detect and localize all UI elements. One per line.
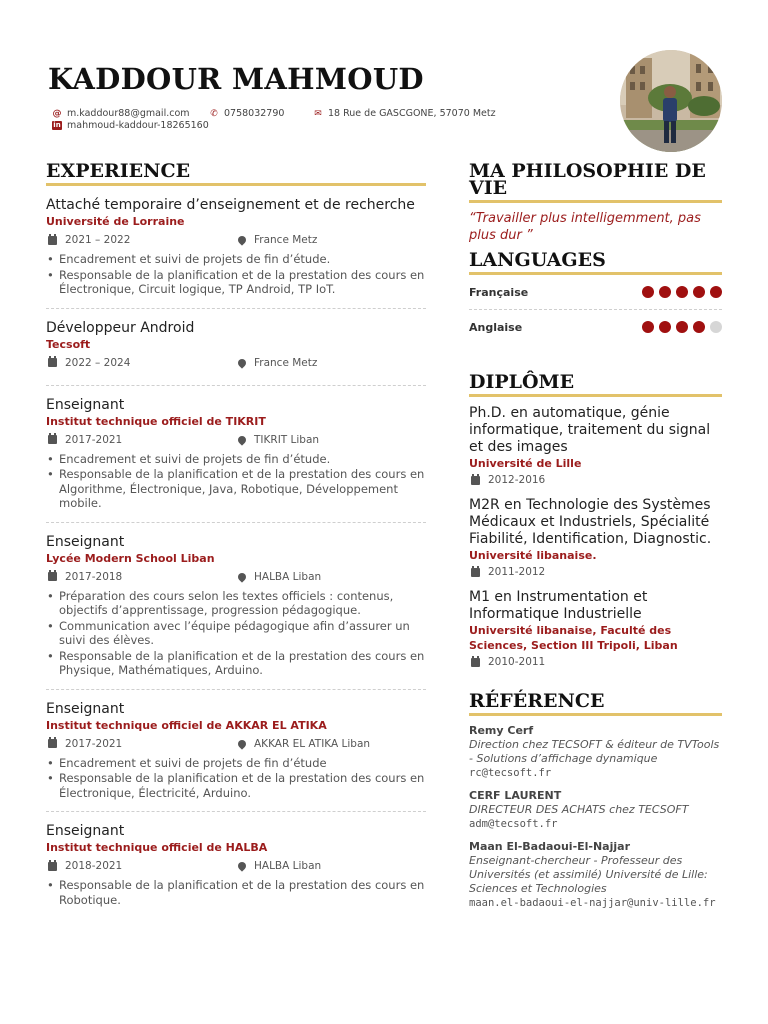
job-meta — [46, 431, 426, 449]
job-date-text: 2017-2021 — [65, 433, 123, 446]
email-text[interactable]: m.kaddour88@gmail.com — [67, 108, 190, 119]
reference-name: CERF LAURENT — [469, 789, 562, 802]
reference-role: Direction chez TECSOFT & éditeur de TVTools - Solutions d’affichage dynamique — [469, 738, 720, 765]
at-icon: @ — [52, 108, 62, 119]
contact-linkedin[interactable] — [52, 120, 209, 131]
calendar-icon — [471, 476, 480, 485]
job-organization: Tecsoft — [46, 337, 91, 351]
job-location-text: HALBA Liban — [254, 570, 322, 583]
contact-email[interactable] — [52, 108, 190, 119]
diploma-title-text: M2R en Technologie des Systèmes Médicaux et Industriels, Spécialité Fiabilité, Identification, Diagnostic. — [469, 497, 712, 547]
diploma-entry — [469, 405, 722, 489]
job-date — [46, 354, 236, 372]
diploma-list — [469, 405, 722, 671]
calendar-icon — [48, 862, 57, 871]
job-organization: Institut technique officiel de TIKRIT — [46, 414, 266, 428]
diploma-date-text: 2011-2012 — [488, 566, 546, 578]
reference-name: Remy Cerf — [469, 724, 534, 737]
philosophy-title: MA PHILOSOPHIE DE VIE — [469, 163, 722, 203]
location-pin-icon — [236, 571, 247, 582]
job-date — [46, 231, 236, 249]
diploma-date — [469, 471, 722, 489]
diploma-title: DIPLÔME — [469, 374, 722, 397]
job-date — [46, 431, 236, 449]
diploma-title-text: M1 en Instrumentation et Informatique Industrielle — [469, 589, 648, 622]
job-title: Enseignant — [46, 533, 125, 550]
job-date-text: 2017-2021 — [65, 737, 123, 750]
job-entry — [46, 309, 426, 386]
diploma-organization: Université de Lille — [469, 457, 582, 470]
level-dot — [693, 286, 705, 298]
job-title: Développeur Android — [46, 319, 195, 336]
diploma-date — [469, 563, 722, 581]
envelope-icon: ✉ — [314, 108, 322, 119]
job-organization: Université de Lorraine — [46, 215, 185, 228]
diploma-date-text: 2010-2011 — [488, 656, 546, 668]
job-bullets — [46, 756, 426, 801]
job-bullet: • Encadrement et suivi de projets de fin d’étude. — [59, 452, 426, 467]
job-organization: Institut technique officiel de HALBA — [46, 841, 268, 854]
job-bullets — [46, 878, 426, 907]
job-bullet: • Responsable de la planification et de la prestation des cours en Électronique, Électricité, Arduino. — [59, 771, 426, 800]
job-title: Enseignant — [46, 396, 125, 413]
level-dot — [642, 321, 654, 333]
job-bullet: • Responsable de la planification et de la prestation des cours en Algorithme, Électronique, Java, Robotique, Développement mobile. — [59, 467, 426, 511]
calendar-icon — [48, 435, 57, 444]
calendar-icon — [48, 358, 57, 367]
diploma-title-text: Ph.D. en automatique, génie informatique, traitement du signal et des images — [469, 405, 711, 455]
language-level-dots — [642, 321, 722, 333]
reference-role: DIRECTEUR DES ACHATS chez TECSOFT — [469, 803, 689, 816]
contact-phone[interactable] — [209, 108, 284, 119]
calendar-icon — [471, 568, 480, 577]
diploma-date — [469, 653, 722, 671]
job-meta — [46, 354, 426, 372]
level-dot — [676, 286, 688, 298]
level-dot — [710, 286, 722, 298]
job-date-text: 2017-2018 — [65, 570, 123, 583]
reference-email[interactable]: rc@tecsoft.fr — [469, 767, 552, 779]
linkedin-text[interactable]: mahmoud-kaddour-18265160 — [67, 120, 209, 131]
philosophy-quote: “Travailler plus intelligemment, pas plus dur ” — [469, 211, 701, 243]
job-date-text: 2022 – 2024 — [65, 356, 131, 369]
reference-entry — [469, 724, 722, 781]
job-meta — [46, 857, 426, 875]
job-location-text: TIKRIT Liban — [254, 433, 320, 446]
job-bullet: • Responsable de la planification et de la prestation des cours en Physique, Mathématiques, Arduino. — [59, 649, 426, 678]
diploma-date-text: 2012-2016 — [488, 474, 546, 486]
languages-title: LANGUAGES — [469, 252, 722, 275]
phone-icon: ✆ — [210, 108, 218, 119]
job-meta — [46, 568, 426, 586]
job-bullet: • Responsable de la planification et de la prestation des cours en Robotique. — [59, 878, 426, 907]
language-name: Anglaise — [469, 320, 523, 334]
level-dot — [659, 286, 671, 298]
location-pin-icon — [236, 738, 247, 749]
location-pin-icon — [236, 234, 247, 245]
profile-photo-image — [620, 50, 722, 152]
job-entry — [46, 812, 426, 918]
linkedin-icon: in — [53, 121, 61, 129]
calendar-icon — [48, 739, 57, 748]
job-location — [236, 735, 370, 753]
reference-title: RÉFÉRENCE — [469, 693, 722, 716]
reference-name: Maan El-Badaoui-El-Najjar — [469, 840, 630, 853]
diploma-entry — [469, 589, 722, 671]
job-location — [236, 857, 321, 875]
address-text: 18 Rue de GASCGONE, 57070 Metz — [328, 108, 496, 119]
contact-address — [313, 108, 496, 119]
experience-list — [46, 186, 426, 918]
job-location — [236, 354, 317, 372]
job-bullet: • Responsable de la planification et de la prestation des cours en Électronique, Circuit logique, TP Android, TP IoT. — [59, 268, 426, 297]
experience-title: EXPERIENCE — [46, 163, 426, 186]
language-row — [469, 275, 722, 310]
location-pin-icon — [236, 860, 247, 871]
calendar-icon — [48, 572, 57, 581]
job-location — [236, 231, 317, 249]
calendar-icon — [471, 658, 480, 667]
candidate-name: KADDOUR MAHMOUD — [48, 62, 424, 96]
job-bullets — [46, 452, 426, 511]
level-dot — [642, 286, 654, 298]
diploma-organization: Université libanaise, Faculté des Sciences, Section III Tripoli, Liban — [469, 624, 678, 652]
level-dot — [710, 321, 722, 333]
job-date — [46, 735, 236, 753]
reference-email[interactable]: maan.el-badaoui-el-najjar@univ-lille.fr — [469, 897, 716, 909]
job-meta — [46, 735, 426, 753]
experience-section — [46, 160, 426, 918]
job-title: Enseignant — [46, 823, 125, 839]
job-date-text: 2021 – 2022 — [65, 234, 131, 246]
reference-list — [469, 724, 722, 911]
reference-email[interactable]: adm@tecsoft.fr — [469, 818, 558, 830]
job-bullets — [46, 589, 426, 678]
languages-list — [469, 275, 722, 344]
job-bullet: • Encadrement et suivi de projets de fin d’étude. — [59, 252, 426, 267]
right-column — [469, 160, 722, 911]
job-entry — [46, 386, 426, 523]
job-organization: Lycée Modern School Liban — [46, 551, 215, 565]
profile-photo — [620, 50, 722, 152]
job-date — [46, 857, 236, 875]
job-date-text: 2018-2021 — [65, 860, 123, 872]
reference-entry — [469, 789, 722, 832]
job-organization: Institut technique officiel de AKKAR EL ATIKA — [46, 718, 327, 732]
job-location-text: AKKAR EL ATIKA Liban — [254, 737, 371, 750]
job-bullets — [46, 252, 426, 297]
job-location-text: France Metz — [254, 234, 318, 246]
job-entry — [46, 186, 426, 309]
location-pin-icon — [236, 357, 247, 368]
job-location-text: HALBA Liban — [254, 860, 322, 872]
location-pin-icon — [236, 434, 247, 445]
job-meta — [46, 231, 426, 249]
phone-text[interactable]: 0758032790 — [224, 108, 285, 119]
job-bullet: • Encadrement et suivi de projets de fin d’étude — [59, 756, 426, 771]
language-level-dots — [642, 286, 722, 298]
level-dot — [693, 321, 705, 333]
job-title: Attaché temporaire d’enseignement et de recherche — [46, 197, 415, 213]
job-location — [236, 431, 319, 449]
job-bullet: • Préparation des cours selon les textes officiels : contenus, objectifs d’apprentissage, progression pédagogique. — [59, 589, 426, 618]
job-bullet: • Communication avec l’équipe pédagogique afin d’assurer un suivi des élèves. — [59, 619, 426, 648]
calendar-icon — [48, 236, 57, 245]
language-name: Française — [469, 285, 529, 299]
diploma-entry — [469, 497, 722, 581]
level-dot — [659, 321, 671, 333]
diploma-organization: Université libanaise. — [469, 549, 597, 562]
job-location — [236, 568, 321, 586]
job-entry — [46, 690, 426, 813]
job-location-text: France Metz — [254, 356, 318, 369]
language-row — [469, 310, 722, 344]
job-entry — [46, 523, 426, 690]
reference-entry — [469, 840, 722, 911]
reference-role: Enseignant-chercheur - Professeur des Universités (et assimilé) Université de Lille: Sciences et Technologies — [469, 854, 708, 895]
job-date — [46, 568, 236, 586]
level-dot — [676, 321, 688, 333]
job-title: Enseignant — [46, 700, 125, 717]
